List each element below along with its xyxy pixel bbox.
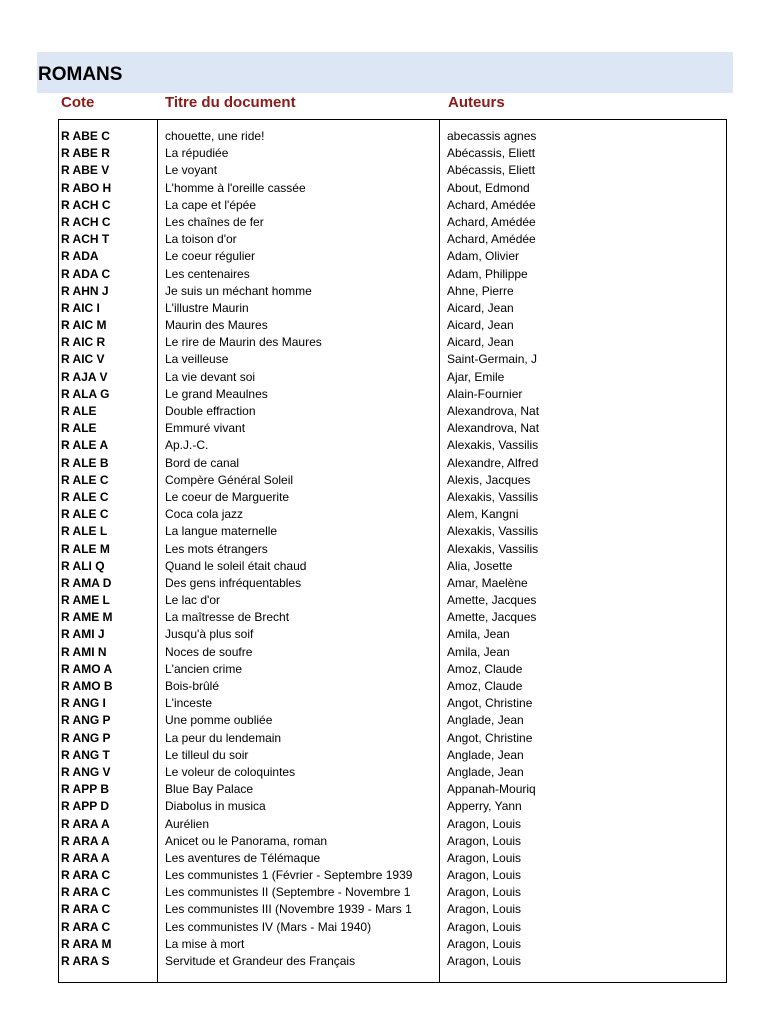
header-titre: Titre du document: [165, 94, 296, 111]
cell-cote: R ALE A: [61, 438, 109, 453]
cell-auteur: Abécassis, Eliett: [447, 163, 536, 178]
table-row: [59, 472, 726, 489]
catalog-table: [58, 119, 727, 983]
cell-auteur: Alexandrova, Nat: [447, 421, 540, 436]
table-row: [59, 781, 726, 798]
cell-cote: R AIC V: [61, 352, 105, 367]
cell-auteur: Adam, Olivier: [447, 249, 520, 264]
cell-titre: L'ancien crime: [165, 661, 242, 676]
cell-auteur: Ajar, Emile: [447, 369, 505, 384]
cell-auteur: Aragon, Louis: [447, 833, 522, 848]
header-auteurs: Auteurs: [448, 94, 505, 111]
cell-auteur: Achard, Amédée: [447, 214, 536, 229]
cell-titre: La langue maternelle: [165, 524, 278, 539]
header-cote: Cote: [61, 94, 95, 111]
cell-cote: R AMI N: [61, 644, 107, 659]
cell-cote: R ACH C: [61, 214, 111, 229]
cell-titre: Le tilleul du soir: [165, 747, 249, 762]
table-row: [59, 884, 726, 901]
cell-cote: R AIC M: [61, 318, 107, 333]
cell-titre: Les mots étrangers: [165, 541, 268, 556]
table-row: [59, 403, 726, 420]
cell-cote: R AMA D: [61, 575, 112, 590]
cell-titre: La mise à mort: [165, 936, 245, 951]
cell-titre: Les communistes II (Septembre - Novembre 1: [165, 885, 411, 900]
cell-titre: Le rire de Maurin des Maures: [165, 335, 322, 350]
cell-auteur: Alia, Josette: [447, 558, 513, 573]
cell-titre: Des gens infréquentables: [165, 575, 302, 590]
cell-auteur: Aicard, Jean: [447, 300, 514, 315]
cell-titre: Le lac d'or: [165, 593, 220, 608]
table-row: [59, 317, 726, 334]
cell-auteur: Amila, Jean: [447, 644, 510, 659]
cell-titre: Le grand Meaulnes: [165, 386, 268, 401]
cell-cote: R ARA A: [61, 816, 110, 831]
cell-auteur: Anglade, Jean: [447, 764, 524, 779]
cell-titre: La veilleuse: [165, 352, 229, 367]
cell-cote: R ARA S: [61, 954, 110, 968]
table-row: [59, 180, 726, 197]
cell-auteur: Alexis, Jacques: [447, 472, 531, 487]
cell-cote: R AMO A: [61, 661, 113, 676]
table-row: [59, 936, 726, 953]
cell-auteur: Achard, Amédée: [447, 197, 536, 212]
table-row: [59, 850, 726, 867]
cell-auteur: Amoz, Claude: [447, 679, 523, 693]
cell-cote: R ABE C: [61, 129, 110, 143]
cell-titre: L'homme à l'oreille cassée: [165, 180, 306, 195]
cell-auteur: Angot, Christine: [447, 730, 533, 745]
cell-titre: Le voyant: [165, 163, 218, 178]
cell-cote: R ANG I: [61, 696, 106, 711]
cell-cote: R ADA: [61, 249, 99, 264]
table-row: [59, 231, 726, 248]
table-row: [59, 351, 726, 368]
table-row: [59, 798, 726, 815]
cell-titre: La cape et l'épée: [165, 197, 257, 212]
cell-auteur: Alexakis, Vassilis: [447, 524, 539, 539]
cell-cote: R ADA C: [61, 266, 111, 281]
table-row: [59, 541, 726, 558]
cell-titre: Les communistes 1 (Février - Septembre 1939: [165, 868, 413, 883]
table-row: [59, 661, 726, 678]
cell-titre: La maîtresse de Brecht: [165, 610, 290, 625]
table-row: [59, 747, 726, 764]
cell-titre: Anicet ou le Panorama, roman: [165, 833, 328, 848]
cell-titre: Une pomme oubliée: [165, 713, 273, 728]
cell-titre: L'inceste: [165, 696, 212, 711]
cell-auteur: Aragon, Louis: [447, 868, 522, 883]
table-row: [59, 162, 726, 179]
cell-cote: R AMI J: [61, 627, 105, 642]
cell-auteur: Amoz, Claude: [447, 661, 523, 676]
table-row: [59, 901, 726, 918]
cell-auteur: Angot, Christine: [447, 696, 533, 711]
cell-auteur: Adam, Philippe: [447, 266, 528, 281]
cell-auteur: Aragon, Louis: [447, 885, 522, 900]
cell-auteur: Abécassis, Eliett: [447, 146, 536, 161]
table-row: [59, 386, 726, 403]
table-row: [59, 764, 726, 781]
cell-auteur: Amette, Jacques: [447, 610, 537, 625]
cell-titre: Le coeur de Marguerite: [165, 489, 290, 504]
cell-cote: R APP D: [61, 799, 110, 814]
cell-auteur: Aragon, Louis: [447, 850, 522, 865]
cell-titre: Aurélien: [165, 816, 210, 831]
cell-cote: R ALE M: [61, 541, 110, 556]
table-row: [59, 369, 726, 386]
cell-cote: R ALE: [61, 421, 97, 436]
table-row: [59, 678, 726, 695]
cell-cote: R ARA C: [61, 885, 111, 900]
cell-titre: Maurin des Maures: [165, 318, 268, 333]
cell-titre: Le voleur de coloquintes: [165, 764, 296, 779]
cell-cote: R ANG P: [61, 730, 111, 745]
cell-titre: Compère Général Soleil: [165, 472, 294, 487]
cell-cote: R ARA C: [61, 868, 111, 883]
cell-titre: Quand le soleil était chaud: [165, 558, 307, 573]
cell-auteur: Aragon, Louis: [447, 816, 522, 831]
cell-auteur: Aicard, Jean: [447, 335, 514, 350]
cell-auteur: Aragon, Louis: [447, 936, 522, 951]
cell-auteur: Amila, Jean: [447, 627, 510, 642]
cell-titre: Les communistes IV (Mars - Mai 1940): [165, 919, 372, 934]
cell-cote: R ACH C: [61, 197, 111, 212]
table-row: [59, 145, 726, 162]
cell-cote: R ALE C: [61, 507, 109, 522]
cell-cote: R ALA G: [61, 386, 110, 401]
cell-cote: R AIC I: [61, 300, 100, 315]
cell-auteur: Appanah-Mouriq: [447, 782, 536, 797]
cell-cote: R ARA M: [61, 936, 112, 951]
cell-cote: R ANG P: [61, 713, 111, 728]
cell-titre: Jusqu'à plus soif: [165, 627, 254, 642]
cell-titre: Bois-brûlé: [165, 679, 220, 693]
table-row: [59, 248, 726, 265]
cell-auteur: abecassis agnes: [447, 129, 537, 143]
cell-titre: La toison d'or: [165, 232, 237, 247]
cell-titre: La répudiée: [165, 146, 229, 161]
cell-titre: Je suis un méchant homme: [165, 283, 312, 298]
cell-titre: La vie devant soi: [165, 369, 256, 384]
page-title: ROMANS: [38, 64, 123, 85]
cell-titre: Noces de soufre: [165, 644, 253, 659]
cell-auteur: Alexakis, Vassilis: [447, 438, 539, 453]
table-row: [59, 609, 726, 626]
cell-titre: Les communistes III (Novembre 1939 - Mars 1: [165, 902, 412, 917]
cell-cote: R ALE C: [61, 489, 109, 504]
cell-auteur: Aicard, Jean: [447, 318, 514, 333]
cell-auteur: Saint-Germain, J: [447, 352, 538, 367]
table-row: [59, 730, 726, 747]
cell-auteur: About, Edmond: [447, 180, 530, 195]
cell-titre: chouette, une ride!: [165, 129, 265, 143]
table-row: [59, 128, 726, 145]
cell-cote: R ARA C: [61, 902, 111, 917]
table-row: [59, 489, 726, 506]
cell-cote: R ARA A: [61, 850, 110, 865]
cell-auteur: Amette, Jacques: [447, 593, 537, 608]
cell-auteur: Achard, Amédée: [447, 232, 536, 247]
cell-cote: R ARA A: [61, 833, 110, 848]
table-row: [59, 420, 726, 437]
cell-cote: R AMO B: [61, 679, 113, 693]
cell-titre: Diabolus in musica: [165, 799, 266, 814]
table-row: [59, 283, 726, 300]
cell-cote: R ABE R: [61, 146, 110, 161]
cell-auteur: Anglade, Jean: [447, 713, 524, 728]
cell-cote: R AHN J: [61, 283, 109, 298]
cell-cote: R ABE V: [61, 163, 110, 178]
table-row: [59, 833, 726, 850]
cell-cote: R AIC R: [61, 335, 106, 350]
table-row: [59, 214, 726, 231]
cell-auteur: Alem, Kangni: [447, 507, 519, 522]
table-row: [59, 558, 726, 575]
cell-cote: R AME M: [61, 610, 113, 625]
cell-titre: Servitude et Grandeur des Français: [165, 954, 356, 968]
table-row: [59, 712, 726, 729]
table-row: [59, 266, 726, 283]
cell-auteur: Aragon, Louis: [447, 954, 522, 968]
title-bar: [37, 52, 733, 93]
table-body: [59, 128, 726, 970]
cell-auteur: Anglade, Jean: [447, 747, 524, 762]
cell-auteur: Alexandre, Alfred: [447, 455, 539, 470]
cell-auteur: Amar, Maelène: [447, 575, 528, 590]
table-row: [59, 575, 726, 592]
cell-titre: Blue Bay Palace: [165, 782, 254, 797]
cell-cote: R AME L: [61, 593, 110, 608]
cell-auteur: Aragon, Louis: [447, 902, 522, 917]
table-row: [59, 506, 726, 523]
cell-cote: R ABO H: [61, 180, 112, 195]
cell-auteur: Ahne, Pierre: [447, 283, 514, 298]
cell-cote: R ACH T: [61, 232, 110, 247]
cell-cote: R APP B: [61, 782, 110, 797]
cell-auteur: Alain-Fournier: [447, 386, 523, 401]
table-row: [59, 523, 726, 540]
cell-cote: R ARA C: [61, 919, 111, 934]
cell-auteur: Apperry, Yann: [447, 799, 522, 814]
cell-cote: R ALE L: [61, 524, 108, 539]
cell-titre: Les aventures de Télémaque: [165, 850, 321, 865]
table-row: [59, 197, 726, 214]
table-row: [59, 919, 726, 936]
cell-cote: R ALE B: [61, 455, 109, 470]
table-row: [59, 644, 726, 661]
cell-titre: Emmuré vivant: [165, 421, 246, 436]
table-row: [59, 626, 726, 643]
cell-titre: Les chaînes de fer: [165, 214, 264, 229]
cell-titre: L'illustre Maurin: [165, 300, 249, 315]
cell-cote: R AJA V: [61, 369, 108, 384]
cell-cote: R ALE C: [61, 472, 109, 487]
cell-auteur: Alexakis, Vassilis: [447, 541, 539, 556]
table-row: [59, 953, 726, 970]
cell-titre: La peur du lendemain: [165, 730, 282, 745]
table-row: [59, 592, 726, 609]
cell-titre: Double effraction: [165, 404, 256, 418]
cell-titre: Les centenaires: [165, 266, 250, 281]
cell-titre: Bord de canal: [165, 455, 240, 470]
cell-cote: R ANG V: [61, 764, 111, 779]
cell-cote: R ANG T: [61, 747, 110, 762]
table-row: [59, 695, 726, 712]
cell-titre: Ap.J.-C.: [165, 438, 209, 453]
cell-titre: Le coeur régulier: [165, 249, 256, 264]
cell-auteur: Alexakis, Vassilis: [447, 489, 539, 504]
cell-titre: Coca cola jazz: [165, 507, 244, 522]
table-row: [59, 437, 726, 454]
cell-cote: R ALI Q: [61, 558, 105, 573]
table-row: [59, 300, 726, 317]
table-row: [59, 816, 726, 833]
table-row: [59, 455, 726, 472]
cell-auteur: Alexandrova, Nat: [447, 404, 540, 418]
cell-cote: R ALE: [61, 404, 97, 418]
table-row: [59, 867, 726, 884]
table-row: [59, 334, 726, 351]
cell-auteur: Aragon, Louis: [447, 919, 522, 934]
